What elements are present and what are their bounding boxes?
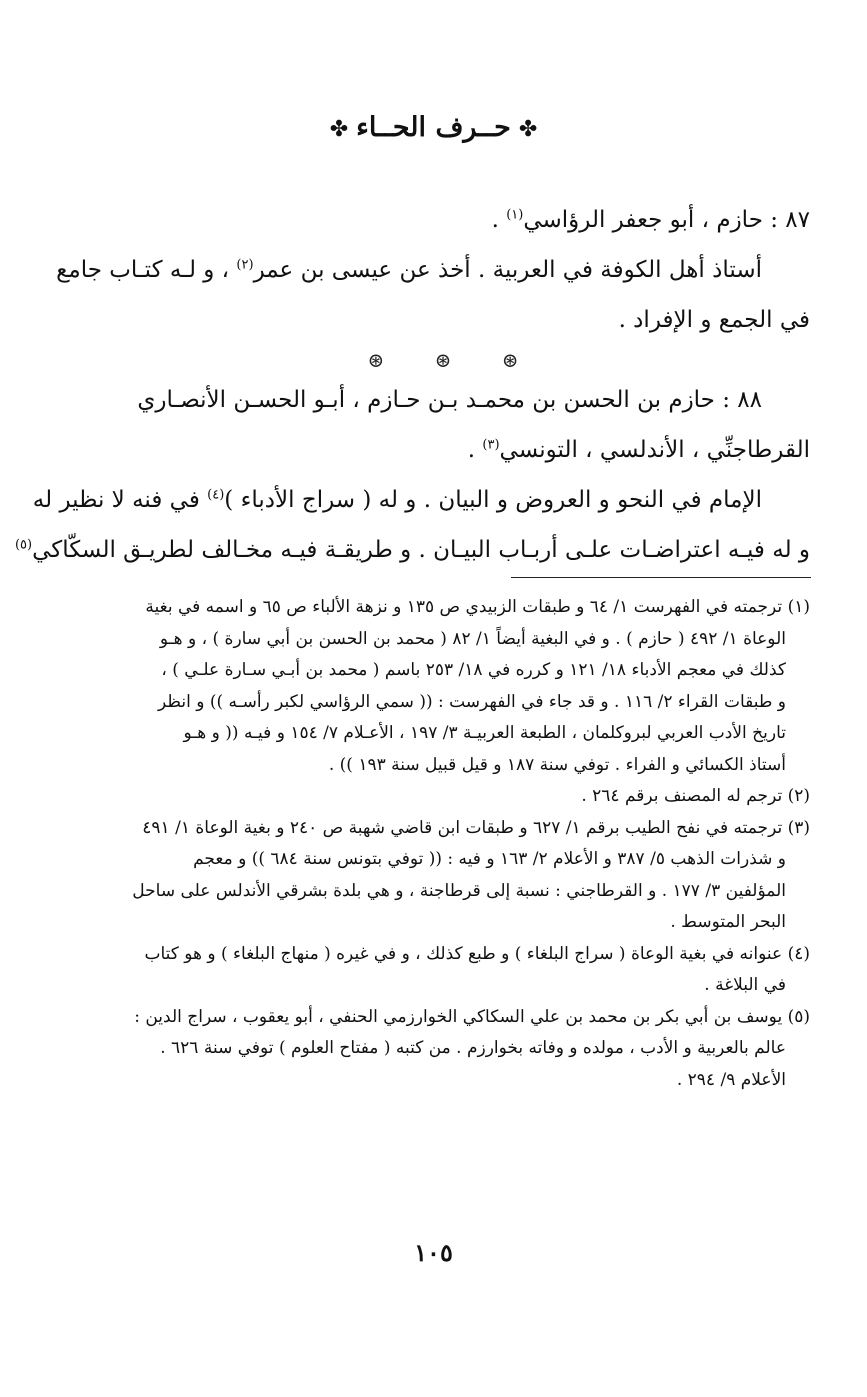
footnote-3 [94,813,810,939]
footnote-ref: (٥) [14,537,33,553]
footnote-line: أستاذ الكسائي و الفراء . توفي سنة ١٨٧ و قيل قبيل سنة ١٩٣ )) . [328,754,786,775]
entries-body [14,195,810,575]
entry-88-line [32,475,810,525]
line-text-after: ، و لـه كتـاب جامع [56,257,237,283]
footnote-line: في البلاغة . [704,975,786,995]
footnote-ref: (٣) [482,437,500,453]
line-text: و له فيـه اعتراضـات علـى أربـاب البيـان . و طريقـة فيـه مخـالف لطريـق السكّاكي [32,537,810,563]
footnote-line: (٣) ترجمته في نفح الطيب برقم ١/ ٦٢٧ و طبقات ابن قاضي شهبة ص ٢٤٠ و بغية الوعاة ١/ ٤٩١ [142,817,810,838]
footnote-line: الوعاة ١/ ٤٩٢ ( حازم ) . و في البغية أيضاً ١/ ٨٢ ( محمد بن الحسن بن أبي سارة ) ، و هـو [159,628,786,649]
footnote-line: (٢) ترجم له المصنف برقم ٢٦٤ . [581,786,810,806]
footnote-line: المؤلفين ٣/ ١٧٧ . و القرطاجني : نسبة إلى قرطاجنة ، و هي بلدة بشرقي الأندلس على ساحل [132,880,786,901]
line-text-after: . [491,207,507,233]
entry-87-line [98,295,810,345]
entry-87-line [56,245,810,295]
line-text: القرطاجنِّي ، الأندلسي ، التونسي [499,437,810,463]
footnote-line: (٥) يوسف بن أبي بكر بن محمد بن علي السكاكي الخوارزمي الحنفي ، أبو يعقوب ، سراج الدين : [134,1006,810,1027]
footnote-line: كذلك في معجم الأدباء ١٨/ ١٢١ و كرره في ١٨/ ٢٥٣ باسم ( محمد بن أبـي سـارة علـي ) ، [161,660,786,680]
footnote-line: تاريخ الأدب العربي لبروكلمان ، الطبعة العربيـة ٣/ ١٩٧ ، الأعـلام ٧/ ١٥٤ و فيـه (( و هـو [183,723,786,743]
footnote-ref: (٢) [236,257,254,273]
footnote-2 [94,781,810,813]
footnote-ref: (١) [506,207,524,223]
line-text-after: في فنه لا نظير له [32,487,208,513]
line-text: الإمام في النحو و العروض و البيان . و له ( سراج الأدباء ) [224,487,762,513]
footnotes [94,592,810,1096]
line-text: ٨٨ : حازم بن الحسن بن محمـد بـن حـازم ، أبـو الحسـن الأنصـاري [137,387,762,413]
separator-stars: ⊛ ⊛ ⊛ [367,348,541,372]
entry-88-line [98,425,810,475]
footnote-5 [94,1002,810,1097]
footnote-ref: (٤) [207,487,225,503]
line-text-after: . [467,437,483,463]
footnote-divider [511,577,811,578]
page-number: ١٠٥ [414,1238,453,1267]
footnote-line: (٤) عنوانه في بغية الوعاة ( سراج البلغاء ) و طبع كذلك ، و في غيره ( منهاج البلغاء ) و هو كتاب [144,943,810,964]
footnote-line: عالم بالعربية و الأدب ، مولده و وفاته بخوارزم . من كتبه ( مفتاح العلوم ) توفي سنة ٦٢٦ . [160,1038,786,1058]
footnote-line: و شذرات الذهب ٥/ ٣٨٧ و الأعلام ٢/ ١٦٣ و فيه : (( توفي بتونس سنة ٦٨٤ )) و معجم [193,849,786,869]
chapter-heading [0,112,867,143]
line-text: في الجمع و الإفراد . [618,307,810,333]
line-text: أستاذ أهل الكوفة في العربية . أخذ عن عيسى بن عمر [253,257,762,283]
entry-87-title [98,195,810,245]
footnote-line: و طبقات القراء ٢/ ١١٦ . و قد جاء في الفهرست : (( سمي الرؤاسي لكبر رأسـه )) و انظر [158,691,786,712]
entry-88-title [98,375,810,425]
footnote-line: (١) ترجمته في الفهرست ١/ ٦٤ و طبقات الزبيدي ص ١٣٥ و نزهة الألباء ص ٦٥ و اسمه في بغية [145,597,810,617]
footnote-line: الأعلام ٩/ ٢٩٤ . [676,1069,786,1090]
line-text: ٨٧ : حازم ، أبو جعفر الرؤاسي [523,207,810,233]
footnote-4 [94,939,810,1002]
ornament-right-icon: ✤ [518,117,538,142]
chapter-title: حــرف الحــاء [356,112,511,143]
footnote-line: البحر المتوسط . [670,912,786,932]
entry-88-line [14,525,810,575]
ornament-left-icon: ✤ [329,117,349,142]
footnote-1 [94,592,810,781]
